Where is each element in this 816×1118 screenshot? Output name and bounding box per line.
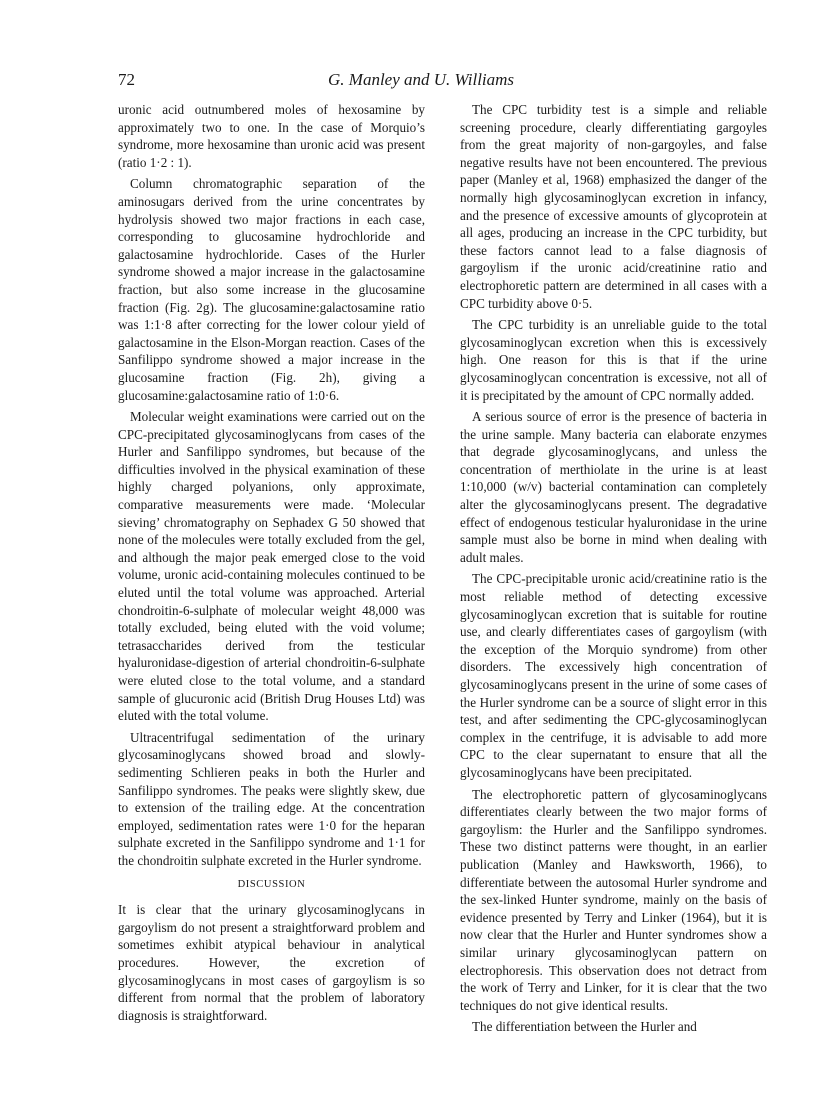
paragraph-bacteria-error: A serious source of error is the presence of bacteria in the urine sample. Many bacteria can elaborate enzymes that degrade glycosaminoglycans, and unless the concentration of merthiolate in the urine is at least 1:10,000 (w/v) bacterial contamination can completely alter the glycosaminoglycans present. The degradative effect of endogenous testicular hyaluronidase in the urine sample must also be borne in mind when dealing with adult males. xyxy=(460,409,767,565)
paragraph-discussion-intro: It is clear that the urinary glycosaminoglycans in gargoylism do not present a straightforward problem and sometimes exhibit atypical behaviour in analytical procedures. However, the excretion of glycosaminoglycans in most cases of gargoylism is so different from normal that the problem of laboratory diagnosis is straightforward. xyxy=(118,902,425,1023)
page-number: 72 xyxy=(118,70,135,89)
paragraph-column-chromatography: Column chromatographic separation of the aminosugars derived from the urine concentrates by hydrolysis showed two major fractions in each case, corresponding to glucosamine hydrochloride and galactosamine hydrochloride. Cases of the Hurler syndrome showed a major increase in the galactosamine fraction, but also some increase in the glucosamine fraction (Fig. 2g). The glucosamine:galactosamine ratio was 1:1·8 after correcting for the lower colour yield of galactosamine in the Elson-Morgan reaction. Cases of the Sanfilippo syndrome showed a major increase in the glucosamine fraction (Fig. 2h), giving a glucosamine:galactosamine ratio of 1:0·6. xyxy=(118,176,425,403)
paragraph-uronic-creatinine: The CPC-precipitable uronic acid/creatinine ratio is the most reliable method of detecting excessive glycosaminoglycan excretion that is suitable for routine use, and clearly differentiates cases of gargoylism (with the exception of the Morquio syndrome) from other disorders. The excessively high concentration of glycosaminoglycans present in the urine of some cases of the Hurler syndrome can be a source of slight error in this test, and after sedimenting the CPC-glycosaminoglycan complex in the centrifuge, it is advisable to add more CPC to the clear supernatant to ensure that all the glycosaminoglycans have been precipitated. xyxy=(460,571,767,780)
paragraph-ultracentrifugal: Ultracentrifugal sedimentation of the urinary glycosaminoglycans showed broad and slowly-sedimenting Schlieren peaks in both the Hurler and Sanfilippo syndromes. The peaks were slightly skew, due to extension of the trailing edge. At the concentration employed, sedimentation rates were 1·0 for the heparan sulphate excreted in the Sanfilippo syndrome and 1·1 for the chondroitin sulphate excreted in the Hurler syndrome. xyxy=(118,729,425,868)
paragraph-cpc-turbidity-test: The CPC turbidity test is a simple and reliable screening procedure, clearly differentiating gargoyles from the great majority of non-gargoyles, and false negative results have not been encountered. The previous paper (Manley et al, 1968) emphasized the danger of the normally high glycosaminoglycan excretion in infancy, and the presence of excessive amounts of glycoprotein at all ages, producing an increase in the CPC turbidity, but these factors cannot lead to a false diagnosis of gargoylism if the uronic acid/creatinine ratio and electrophoretic pattern are determined in all cases with a CPC turbidity above 0·5. xyxy=(460,102,767,311)
page-header xyxy=(118,70,746,94)
section-heading-discussion: DISCUSSION xyxy=(237,878,306,890)
paragraph-differentiation: The differentiation between the Hurler and xyxy=(472,1019,697,1035)
running-head-authors: G. Manley and U. Williams xyxy=(328,70,515,89)
paragraph-electrophoretic-pattern: The electrophoretic pattern of glycosaminoglycans differentiates clearly between the two major forms of gargoylism: the Hurler and the Sanfilippo syndromes. These two distinct patterns were thought, in an earlier publication (Manley and Hawksworth, 1966), to differentiate between the autosomal Hurler syndrome and the sex-linked Hunter syndrome, mainly on the basis of evidence presented by Terry and Linker (1964), but it is now clear that the Hurler and Hunter syndromes show a similar urinary glycosaminoglycan pattern on electrophoresis. This observation does not detract from the work of Terry and Linker, for it is clear that the two techniques do not give identical results. xyxy=(460,786,767,1013)
paragraph-cpc-unreliable: The CPC turbidity is an unreliable guide to the total glycosaminoglycan excretion when this is excessively high. One reason for this is that if the urine glycosaminoglycan concentration is excessive, not all of it is precipitated by the amount of CPC normally added. xyxy=(460,317,767,403)
right-column xyxy=(460,101,767,1040)
paragraph-molecular-weight: Molecular weight examinations were carried out on the CPC-precipitated glycosaminoglycans from cases of the Hurler and Sanfilippo syndromes, but because of the difficulties involved in the physical examination of these highly charged polyanions, only approximate, comparative measurements were made. ‘Molecular sieving’ chromatography on Sephadex G 50 showed that none of the molecules were totally excluded from the gel, and although the major peak emerged close to the void volume, uronic acid-containing molecules continued to be eluted until the total volume was approached. Arterial chondroitin-6-sulphate of molecular weight 48,000 was totally excluded, being eluted with the void volume; tetrasaccharides derived from the testicular hyaluronidase-digestion of arterial chondroitin-6-sulphate were eluted close to the total volume, and a standard sample of glucuronic acid (British Drug Houses Ltd) was eluted with the total volume. xyxy=(118,409,425,724)
left-column xyxy=(118,101,425,1028)
paragraph-uronic-ratio: uronic acid outnumbered moles of hexosamine by approximately two to one. In the case of Morquio’s syndrome, more hexosamine than uronic acid was present (ratio 1·2 : 1). xyxy=(118,102,425,170)
